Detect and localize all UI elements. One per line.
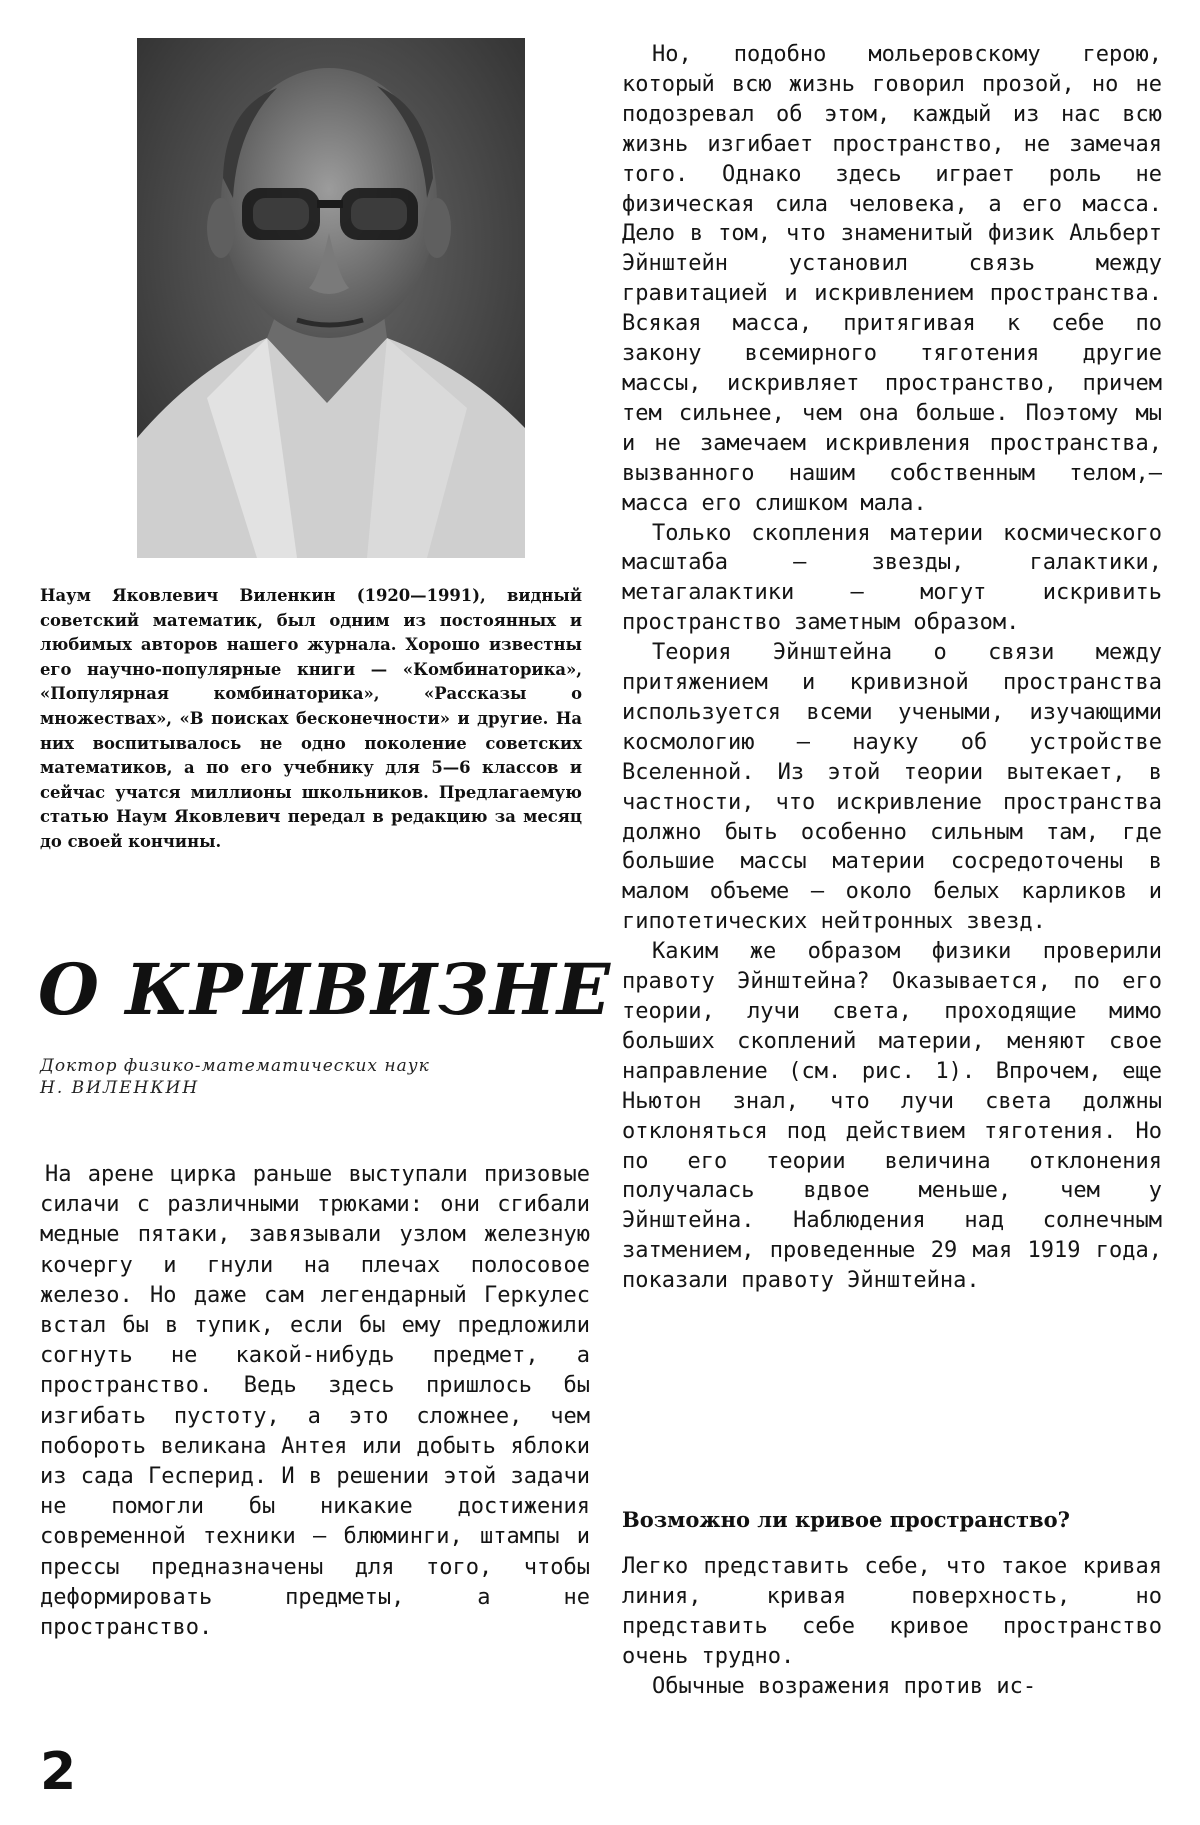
byline-role: Доктор физико-математических наук bbox=[40, 1056, 430, 1076]
page-number: 2 bbox=[40, 1742, 77, 1802]
body-paragraph: Но, подобно мольеровскому герою, который всю жизнь говорил прозой, но не подозревал об этом, каждый из нас всю жизнь изгибает пространство, не замечая того. Однако здесь играет роль не физическая сила человека, а его масса. Дело в том, что знаменитый физик Альберт Эйнштейн установил связь между гравитацией и искривлением пространства. Всякая масса, притягивая к себе по закону всемирного тяготения другие массы, искривляет пространство, причем тем сильнее, чем она больше. Поэтому мы и не замечаем искривления пространства, вызванного нашим собственным телом,— масса его слишком мала. bbox=[622, 42, 1162, 516]
section-heading: Возможно ли кривое пространство? bbox=[622, 1507, 1070, 1532]
lead-paragraph: На арене цирка раньше выступали призовые силачи с различными трюками: они сгибали медные пятаки, завязывали узлом железную кочергу и гнули на плечах полосовое железо. Но даже сам легендарный Геркулес встал бы в тупик, если бы ему предложили согнуть не какой-нибудь предмет, а пространство. Ведь здесь пришлось бы изгибать пустоту, а это сложнее, чем побороть великана Антея или добыть яблоки из сада Гесперид. И в решении этой задачи не помогли бы никакие достижения современной техники — блюминги, штампы и прессы предназначены для того, чтобы деформировать предметы, а не пространство. bbox=[40, 1162, 590, 1641]
portrait-illustration bbox=[137, 38, 525, 558]
body-paragraph: Обычные возражения против ис- bbox=[652, 1673, 1037, 1699]
byline-name: Н. ВИЛЕНКИН bbox=[40, 1078, 200, 1098]
body-paragraph: Только скопления материи космического масштаба — звезды, галактики, метагалактики — могут искривить пространство заметным образом. bbox=[622, 520, 1162, 636]
article-title: О КРИВИЗНЕ bbox=[38, 948, 612, 1031]
author-caption: Наум Яковлевич Виленкин (1920—1991), видный советский математик, был одним из постоянных и любимых авторов нашего журнала. Хорошо известны его научно-популярные книги — «Комбинаторика», «Популярная комбинаторика», «Рассказы о множествах», «В поисках бесконечности» и другие. На них воспитывалось не одно поколение советских математиков, а по его учебнику для 5—6 классов и сейчас учатся миллионы школьников. Предлагаемую статью Наум Яковлевич передал в редакцию за месяц до своей кончины. bbox=[40, 586, 582, 851]
right-column-bottom bbox=[622, 1552, 1162, 1702]
author-portrait bbox=[137, 38, 525, 558]
body-paragraph: Теория Эйнштейна о связи между притяжением и кривизной пространства используется всеми учеными, изучающими космологию — науку об устройстве Вселенной. Из этой теории вытекает, в частности, что искривление пространства должно быть особенно сильным там, где большие массы материи сосредоточены в малом объеме — около белых карликов и гипотетических нейтронных звезд. bbox=[622, 640, 1162, 935]
body-paragraph: Каким же образом физики проверили правоту Эйнштейна? Оказывается, по его теории, лучи света, проходящие мимо больших скоплений материи, меняют свое направление (см. рис. 1). Впрочем, еще Ньютон знал, что лучи света должны отклоняться под действием тяготения. Но по его теории величина отклонения получалась вдвое меньше, чем у Эйнштейна. Наблюдения над солнечным затмением, проведенные 29 мая 1919 года, показали правоту Эйнштейна. bbox=[622, 939, 1162, 1294]
right-column bbox=[622, 40, 1162, 1296]
body-paragraph: Легко представить себе, что такое кривая линия, кривая поверхность, но представить себе кривое пространство очень трудно. bbox=[622, 1554, 1162, 1669]
